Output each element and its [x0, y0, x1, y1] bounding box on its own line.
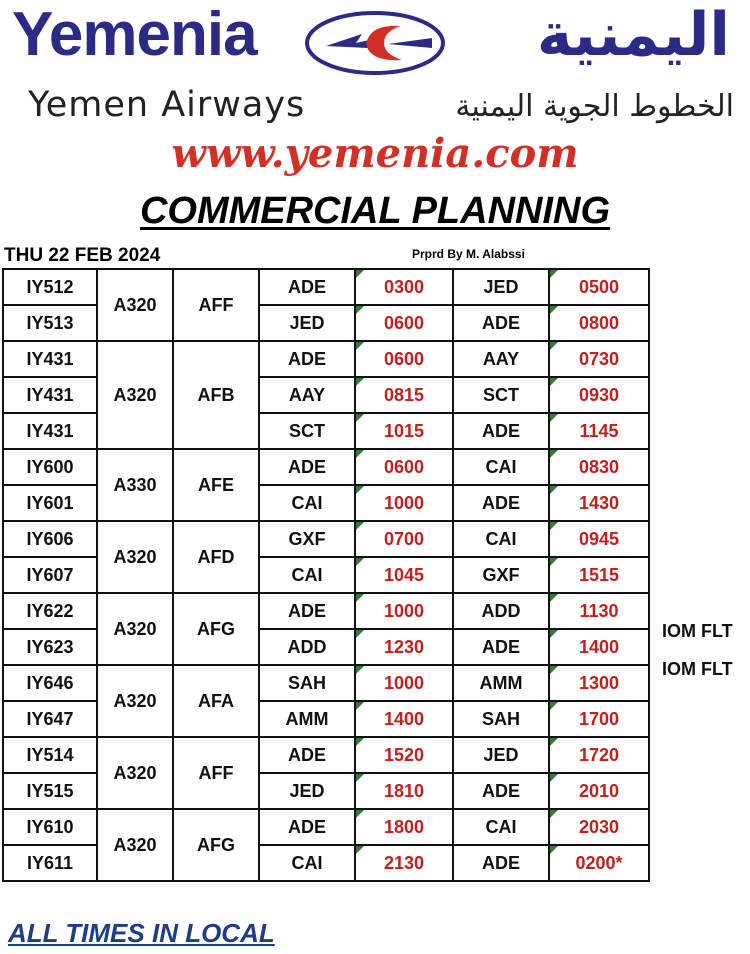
aircraft-type-cell: A330 — [97, 449, 173, 521]
aircraft-type-cell: A320 — [97, 269, 173, 341]
departure-time-cell: 1230 — [355, 629, 453, 665]
arrival-airport-cell: ADD — [453, 593, 549, 629]
arrival-airport-cell: AAY — [453, 341, 549, 377]
flight-number-cell: IY514 — [3, 737, 97, 773]
departure-time-cell: 0700 — [355, 521, 453, 557]
arrival-airport-cell: CAI — [453, 449, 549, 485]
aircraft-type-cell: A320 — [97, 341, 173, 449]
arrival-time-cell: 2010 — [549, 773, 649, 809]
departure-time-cell: 1000 — [355, 593, 453, 629]
table-row — [3, 665, 649, 701]
departure-time-cell: 1810 — [355, 773, 453, 809]
departure-airport-cell: CAI — [259, 557, 355, 593]
aircraft-type-cell: A320 — [97, 521, 173, 593]
arrival-airport-cell: ADE — [453, 413, 549, 449]
departure-airport-cell: CAI — [259, 845, 355, 881]
footer-time-note: ALL TIMES IN LOCAL — [8, 918, 275, 948]
departure-airport-cell: GXF — [259, 521, 355, 557]
flight-number-cell: IY431 — [3, 341, 97, 377]
arrival-airport-cell: JED — [453, 737, 549, 773]
flight-number-cell: IY623 — [3, 629, 97, 665]
flight-number-cell: IY606 — [3, 521, 97, 557]
aircraft-type-cell: A320 — [97, 593, 173, 665]
arrival-airport-cell: CAI — [453, 521, 549, 557]
aircraft-registration-cell: AFF — [173, 269, 259, 341]
flight-number-cell: IY611 — [3, 845, 97, 881]
brand-logo-arabic-text: اليمنية — [536, 0, 730, 70]
departure-time-cell: 2130 — [355, 845, 453, 881]
flight-number-cell: IY610 — [3, 809, 97, 845]
arrival-airport-cell: GXF — [453, 557, 549, 593]
flight-number-cell: IY601 — [3, 485, 97, 521]
flight-number-cell: IY607 — [3, 557, 97, 593]
arrival-time-cell: 1430 — [549, 485, 649, 521]
table-row — [3, 737, 649, 773]
brand-subtitle-english: Yemen Airways — [28, 85, 306, 125]
arrival-airport-cell: ADE — [453, 485, 549, 521]
arrival-airport-cell: CAI — [453, 809, 549, 845]
departure-time-cell: 0600 — [355, 341, 453, 377]
departure-time-cell: 0300 — [355, 269, 453, 305]
aircraft-registration-cell: AFE — [173, 449, 259, 521]
prepared-by-label: Prprd By M. Alabssi — [412, 247, 525, 261]
flight-number-cell: IY513 — [3, 305, 97, 341]
departure-airport-cell: ADE — [259, 809, 355, 845]
arrival-time-cell: 0830 — [549, 449, 649, 485]
arrival-airport-cell: AMM — [453, 665, 549, 701]
flight-schedule-table — [2, 268, 650, 882]
departure-airport-cell: JED — [259, 305, 355, 341]
arrival-time-cell: 1300 — [549, 665, 649, 701]
flight-remark: IOM FLT — [662, 621, 733, 641]
page-title: COMMERCIAL PLANNING — [139, 190, 611, 232]
table-row — [3, 269, 649, 305]
aircraft-registration-cell: AFG — [173, 593, 259, 665]
arrival-time-cell: 0200* — [549, 845, 649, 881]
table-row — [3, 449, 649, 485]
departure-time-cell: 0600 — [355, 305, 453, 341]
brand-logo-text: Yemenia — [12, 0, 257, 69]
departure-airport-cell: CAI — [259, 485, 355, 521]
brand-subtitle-arabic: الخطوط الجوية اليمنية — [455, 89, 734, 124]
departure-time-cell: 0600 — [355, 449, 453, 485]
arrival-time-cell: 0800 — [549, 305, 649, 341]
arrival-airport-cell: SCT — [453, 377, 549, 413]
departure-time-cell: 1000 — [355, 485, 453, 521]
flight-number-cell: IY622 — [3, 593, 97, 629]
table-row — [3, 593, 649, 629]
departure-time-cell: 1045 — [355, 557, 453, 593]
flight-number-cell: IY646 — [3, 665, 97, 701]
aircraft-registration-cell: AFB — [173, 341, 259, 449]
arrival-time-cell: 0930 — [549, 377, 649, 413]
departure-time-cell: 1000 — [355, 665, 453, 701]
aircraft-registration-cell: AFG — [173, 809, 259, 881]
arrival-time-cell: 2030 — [549, 809, 649, 845]
table-row — [3, 341, 649, 377]
arrival-time-cell: 0945 — [549, 521, 649, 557]
departure-time-cell: 0815 — [355, 377, 453, 413]
arrival-time-cell: 1700 — [549, 701, 649, 737]
departure-airport-cell: SAH — [259, 665, 355, 701]
schedule-date: THU 22 FEB 2024 — [4, 245, 161, 266]
departure-airport-cell: JED — [259, 773, 355, 809]
departure-time-cell: 1015 — [355, 413, 453, 449]
departure-airport-cell: SCT — [259, 413, 355, 449]
flight-number-cell: IY515 — [3, 773, 97, 809]
arrival-airport-cell: JED — [453, 269, 549, 305]
departure-airport-cell: AAY — [259, 377, 355, 413]
departure-airport-cell: AMM — [259, 701, 355, 737]
arrival-time-cell: 1130 — [549, 593, 649, 629]
arrival-time-cell: 1720 — [549, 737, 649, 773]
departure-airport-cell: ADD — [259, 629, 355, 665]
arrival-airport-cell: ADE — [453, 845, 549, 881]
table-row — [3, 521, 649, 557]
departure-time-cell: 1520 — [355, 737, 453, 773]
departure-airport-cell: ADE — [259, 269, 355, 305]
departure-airport-cell: ADE — [259, 449, 355, 485]
aircraft-registration-cell: AFF — [173, 737, 259, 809]
arrival-time-cell: 1515 — [549, 557, 649, 593]
flight-number-cell: IY431 — [3, 377, 97, 413]
aircraft-type-cell: A320 — [97, 809, 173, 881]
departure-airport-cell: ADE — [259, 737, 355, 773]
flight-number-cell: IY512 — [3, 269, 97, 305]
yemenia-bird-logo-icon — [304, 10, 446, 76]
arrival-airport-cell: ADE — [453, 629, 549, 665]
arrival-time-cell: 1145 — [549, 413, 649, 449]
arrival-time-cell: 1400 — [549, 629, 649, 665]
flight-number-cell: IY431 — [3, 413, 97, 449]
arrival-airport-cell: SAH — [453, 701, 549, 737]
arrival-airport-cell: ADE — [453, 305, 549, 341]
flight-remark: IOM FLT — [662, 659, 733, 679]
departure-airport-cell: ADE — [259, 341, 355, 377]
arrival-airport-cell: ADE — [453, 773, 549, 809]
aircraft-type-cell: A320 — [97, 737, 173, 809]
aircraft-registration-cell: AFA — [173, 665, 259, 737]
table-row — [3, 809, 649, 845]
aircraft-registration-cell: AFD — [173, 521, 259, 593]
arrival-time-cell: 0730 — [549, 341, 649, 377]
website-url: www.yemenia.com — [171, 130, 579, 177]
flight-number-cell: IY647 — [3, 701, 97, 737]
flight-number-cell: IY600 — [3, 449, 97, 485]
departure-time-cell: 1400 — [355, 701, 453, 737]
departure-airport-cell: ADE — [259, 593, 355, 629]
aircraft-type-cell: A320 — [97, 665, 173, 737]
arrival-time-cell: 0500 — [549, 269, 649, 305]
departure-time-cell: 1800 — [355, 809, 453, 845]
